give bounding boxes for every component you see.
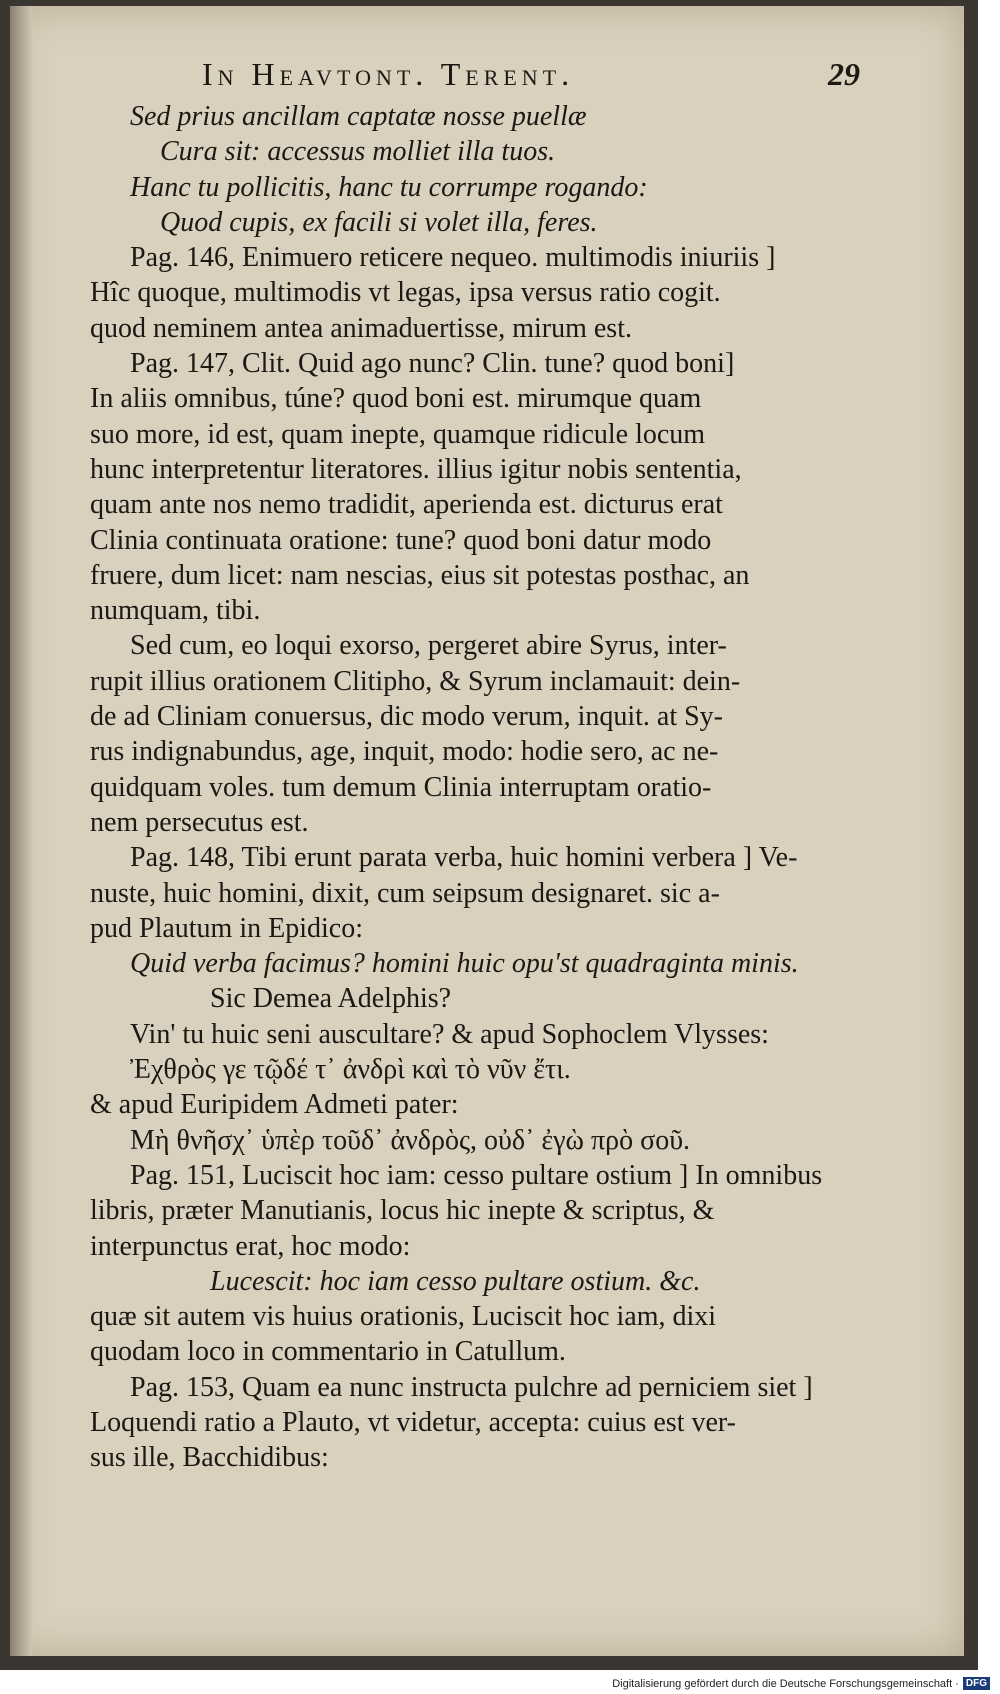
text-line: interpunctus erat, hoc modo:: [90, 1230, 411, 1262]
text-line: Loquendi ratio a Plauto, vt videtur, accepta: cuius est ver-: [90, 1406, 736, 1438]
text-line: rupit illius orationem Clitipho, & Syrum inclamauit: dein-: [90, 665, 741, 697]
text-line: Sic Demea Adelphis?: [210, 983, 452, 1015]
running-title: In Heavtont. Terent.: [202, 56, 575, 92]
text-line: Pag. 151, Luciscit hoc iam: cesso pultare ostium ] In omnibus: [130, 1159, 823, 1191]
text-line: quidquam voles. tum demum Clinia interruptam oratio-: [90, 771, 712, 803]
text-line: Vin' tu huic seni auscultare? & apud Sophoclem Vlysses:: [130, 1018, 769, 1050]
text-line: nem persecutus est.: [90, 806, 309, 838]
text-line: Pag. 153, Quam ea nunc instructa pulchre ad perniciem siet ]: [130, 1371, 813, 1403]
text-line: fruere, dum licet: nam nescias, eius sit potestas posthac, an: [90, 559, 750, 591]
running-header: [202, 56, 860, 93]
text-line: libris, præter Manutianis, locus hic inepte & scriptus, &: [90, 1195, 715, 1227]
text-line: Μὴ θνῆσχ᾽ ὑπὲρ τοῦδ᾽ ἀνδρὸς, οὐδ᾽ ἐγὼ πρὸ σοῦ.: [130, 1124, 691, 1156]
text-line: Pag. 146, Enimuero reticere nequeo. multimodis iniuriis ]: [130, 242, 776, 274]
text-line: Hanc tu pollicitis, hanc tu corrumpe rogando:: [130, 171, 648, 203]
text-line: quod neminem antea animaduertisse, mirum est.: [90, 312, 632, 344]
text-line: nuste, huic homini, dixit, cum seipsum designaret. sic a-: [90, 877, 720, 909]
text-line: Quod cupis, ex facili si volet illa, feres.: [160, 206, 598, 238]
text-line: Quid verba facimus? homini huic opu'st quadraginta minis.: [130, 948, 799, 980]
footer-credit: Digitalisierung gefördert durch die Deutsche Forschungsgemeinschaft ·: [612, 1677, 959, 1690]
text-body: [90, 99, 860, 1476]
text-line: de ad Cliniam conuersus, dic modo verum, inquit. at Sy-: [90, 701, 724, 733]
text-line: quodam loco in commentario in Catullum.: [90, 1336, 566, 1368]
page-number: 29: [828, 56, 860, 92]
text-line: Cura sit: accessus molliet illa tuos.: [160, 136, 556, 168]
text-line: & apud Euripidem Admeti pater:: [90, 1089, 459, 1121]
digitization-footer: [612, 1677, 990, 1690]
text-line: sus ille, Bacchidibus:: [90, 1442, 329, 1474]
text-line: Pag. 147, Clit. Quid ago nunc? Clin. tune? quod boni]: [130, 348, 735, 380]
page-gutter: [10, 6, 32, 1656]
text-line: Lucescit: hoc iam cesso pultare ostium. &c.: [210, 1265, 701, 1297]
dfg-logo-icon: DFG: [963, 1677, 990, 1690]
text-line: pud Plautum in Epidico:: [90, 912, 363, 944]
text-line: Sed cum, eo loqui exorso, pergeret abire Syrus, inter-: [130, 630, 727, 662]
text-line: quæ sit autem vis huius orationis, Luciscit hoc iam, dixi: [90, 1301, 717, 1333]
text-line: In aliis omnibus, túne? quod boni est. mirumque quam: [90, 383, 702, 415]
text-line: quam ante nos nemo tradidit, aperienda est. dicturus erat: [90, 489, 723, 521]
text-line: Ἐχθρὸς γε τῷδέ τ᾽ ἀνδρὶ καὶ τὸ νῦν ἔτι.: [130, 1054, 571, 1086]
text-line: Pag. 148, Tibi erunt parata verba, huic homini verbera ] Ve-: [130, 842, 798, 874]
book-page: [10, 6, 964, 1656]
page-text: [90, 56, 860, 1476]
text-line: Hîc quoque, multimodis vt legas, ipsa versus ratio cogit.: [90, 277, 721, 309]
text-line: hunc interpretentur literatores. illius igitur nobis sententia,: [90, 453, 742, 485]
text-line: rus indignabundus, age, inquit, modo: hodie sero, ac ne-: [90, 736, 719, 768]
text-line: numquam, tibi.: [90, 595, 261, 627]
text-line: suo more, id est, quam inepte, quamque ridicule locum: [90, 418, 706, 450]
text-line: Sed prius ancillam captatæ nosse puellæ: [130, 101, 587, 132]
text-line: Clinia continuata oratione: tune? quod boni datur modo: [90, 524, 712, 556]
